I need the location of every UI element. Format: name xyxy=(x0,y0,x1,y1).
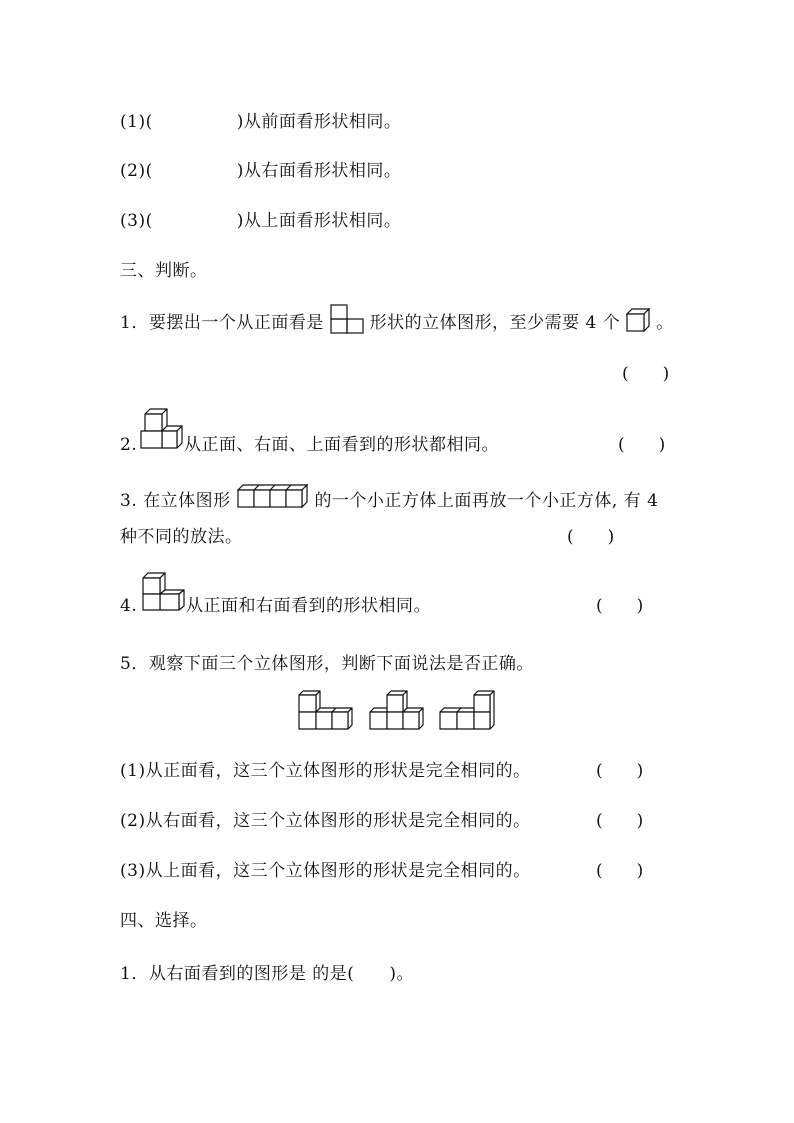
cube-figure-c xyxy=(438,690,496,730)
section-heading-judge: 三、判断。 xyxy=(120,261,208,281)
judge-question-4-number: 4. xyxy=(120,596,138,616)
judge-question-3-line2: 种不同的放法。 xyxy=(120,527,243,547)
judge-question-1 xyxy=(120,312,674,334)
section-heading-choice: 四、选择。 xyxy=(120,911,208,931)
question-text: 形状的立体图形，至少需要 4 个 xyxy=(369,313,621,333)
judge-question-5-item-1: (1)从正面看，这三个立体图形的形状是完全相同的。 xyxy=(120,761,531,781)
item-prefix: (1)( xyxy=(120,112,153,132)
answer-paren[interactable]: ( ) xyxy=(622,364,670,384)
answer-paren[interactable]: ( ) xyxy=(596,811,644,831)
question-item-2 xyxy=(120,160,401,182)
cube-figure-a xyxy=(298,690,354,730)
item-prefix: (3)( xyxy=(120,211,153,231)
question-item-3 xyxy=(120,210,401,232)
front-view-shape-icon xyxy=(330,304,364,334)
question-text: 3. 在立体图形 xyxy=(120,491,231,511)
answer-paren[interactable]: ( ) xyxy=(596,596,644,616)
item-prefix: (2)( xyxy=(120,161,153,181)
answer-paren[interactable]: ( ) xyxy=(618,435,666,455)
cube-figure-q2 xyxy=(140,408,184,450)
item-text: )从上面看形状相同。 xyxy=(236,211,402,231)
judge-question-5-item-3: (3)从上面看，这三个立体图形的形状是完全相同的。 xyxy=(120,861,531,881)
question-text: 的一个小正方体上面再放一个小正方体, 有 4 xyxy=(314,491,659,511)
item-text: )从前面看形状相同。 xyxy=(236,112,402,132)
choice-question-1: 1．从右面看到的图形是 的是( )。 xyxy=(120,964,414,984)
question-text: 1．要摆出一个从正面看是 xyxy=(120,313,324,333)
judge-question-2-number: 2. xyxy=(120,435,138,455)
cube-row-figure-icon xyxy=(237,484,309,510)
answer-paren[interactable]: ( ) xyxy=(596,861,644,881)
judge-question-2-text: 从正面、右面、上面看到的形状都相同。 xyxy=(184,435,499,455)
answer-paren[interactable]: ( ) xyxy=(596,761,644,781)
judge-question-3 xyxy=(120,490,658,512)
answer-paren[interactable]: ( ) xyxy=(567,527,615,547)
question-text: 。 xyxy=(656,313,674,333)
small-cube-icon xyxy=(626,308,650,332)
judge-question-5-item-2: (2)从右面看，这三个立体图形的形状是完全相同的。 xyxy=(120,811,531,831)
cube-figure-b xyxy=(369,690,425,730)
item-text: )从右面看形状相同。 xyxy=(236,161,402,181)
judge-question-4-text: 从正面和右面看到的形状相同。 xyxy=(186,596,431,616)
judge-question-5: 5．观察下面三个立体图形，判断下面说法是否正确。 xyxy=(120,654,534,674)
question-item-1 xyxy=(120,111,401,133)
cube-figure-q4 xyxy=(142,572,186,612)
